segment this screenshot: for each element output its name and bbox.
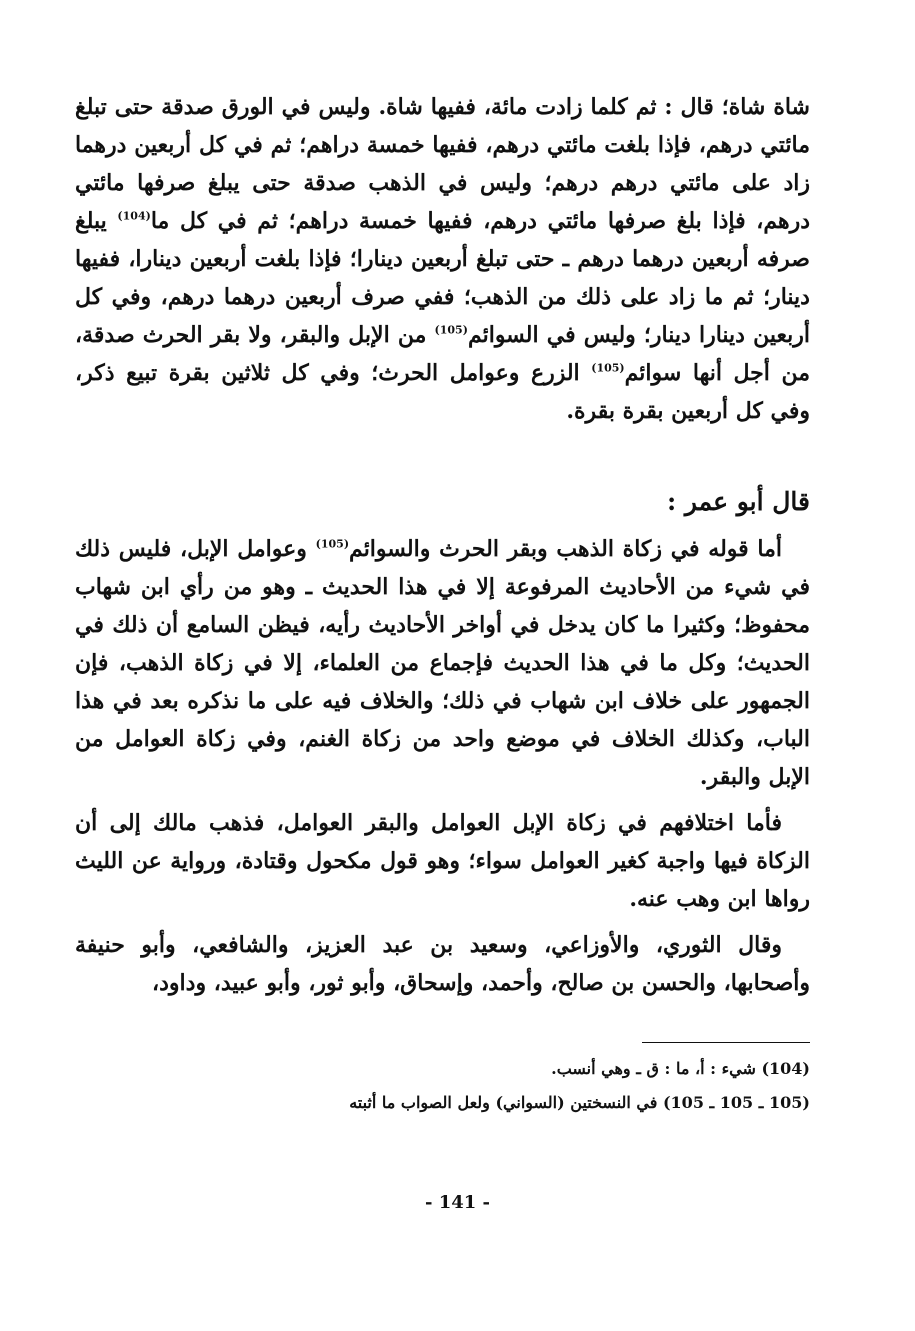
text-line: مائتي درهم، فإذا بلغت مائتي درهم، ففيها خمسة دراهم؛ ثم في كل أربعين درهما زاد	[75, 132, 810, 196]
footnote-ref-105: (105)	[315, 537, 350, 551]
paragraph: وقال الثوري، والأوزاعي، وسعيد بن عبد العزيز، والشافعي، وأبو حنيفة وأصحابها، والحسن بن صالح، وأحمد، وإسحاق، وأبو ثور، وأبو عبيد، وداود،	[75, 932, 810, 996]
text-line: من الإبل والبقر، ولا بقر الحرث صدقة، من	[75, 322, 811, 386]
paragraph-text: أما قوله في زكاة الذهب وبقر الحرث والسوائم	[349, 536, 782, 562]
text-line: دينارا دينار؛ وليس في السوائم	[467, 322, 745, 348]
text-line: أربعين بقرة بقرة.	[566, 398, 729, 424]
text-line: درهما درهم ـ حتى تبلغ أربعين دينارا؛ فإذا بلغت أربعين دينارا، ففيها دينار؛ ثم	[75, 246, 810, 310]
paragraph-text: وعوامل الإبل، فليس ذلك في شيء من الأحاديث المرفوعة إلا في هذا الحديث ـ وهو من رأي ابن شهاب محفوظ؛ وكثيرا ما كان يدخل في أواخر الأحاديث رأيه، فيظن السامع أن ذلك في الحديث؛ وكل ما في هذا الحديث فإجماع من العلماء، إلا في زكاة الذهب، فإن الجمهور على خلاف ابن شهاب في ذلك؛ والخلاف فيه على ما نذكره بعد في هذا الباب، وكذلك الخلاف في موضع واحد من زكاة الغنم، وفي زكاة العوامل من الإبل والبقر.	[75, 536, 810, 790]
page-number: - 141 -	[424, 1192, 491, 1213]
footnote-ref-105: (105)	[434, 323, 468, 337]
footnote-divider	[642, 1042, 810, 1043]
text-line: على مائتي درهم درهم؛ وليس في الذهب صدقة حتى يبلغ صرفها مائتي درهم، فإذا	[75, 170, 810, 234]
text-line: الزرع وعوامل الحرث؛ وفي كل ثلاثين بقرة تبيع ذكر، وفي كل	[75, 360, 810, 424]
paragraph	[75, 530, 810, 796]
text-line: أجل أنها سوائم	[624, 360, 770, 386]
paragraph: فأما اختلافهم في زكاة الإبل العوامل والبقر العوامل، فذهب مالك إلى أن الزكاة فيها واجبة كغير العوامل سواء؛ وهو قول مكحول وقتادة، ورواية عن الليث رواها ابن وهب عنه.	[75, 810, 810, 912]
footnote-ref-104: (104)	[117, 209, 151, 223]
section-heading: قال أبو عمر :	[666, 487, 810, 516]
opening-paragraph	[75, 88, 810, 430]
text-line: بلغ صرفها مائتي درهم، ففيها خمسة دراهم؛ ثم في كل ما	[150, 208, 702, 234]
footnote-ref-105: (105)	[591, 361, 625, 375]
text-line: يبلغ صرفه أربعين	[75, 208, 810, 272]
text-line: ما زاد على ذلك من الذهب؛ ففي صرف أربعين درهما درهم، وفي كل أربعين	[75, 284, 810, 348]
footnote-105: (105 ـ 105 ـ 105) في النسختين (السواني) ولعل الصواب ما أثبته	[349, 1093, 810, 1112]
footnotes	[75, 1052, 810, 1120]
footnote-104: (104) شيء : أ، ما : ق ـ وهي أنسب.	[551, 1059, 810, 1078]
text-line: شاة شاة؛ قال : ثم كلما زادت مائة، ففيها شاة. وليس في الورق صدقة حتى تبلغ	[75, 94, 810, 120]
commentary-section	[75, 530, 810, 1010]
